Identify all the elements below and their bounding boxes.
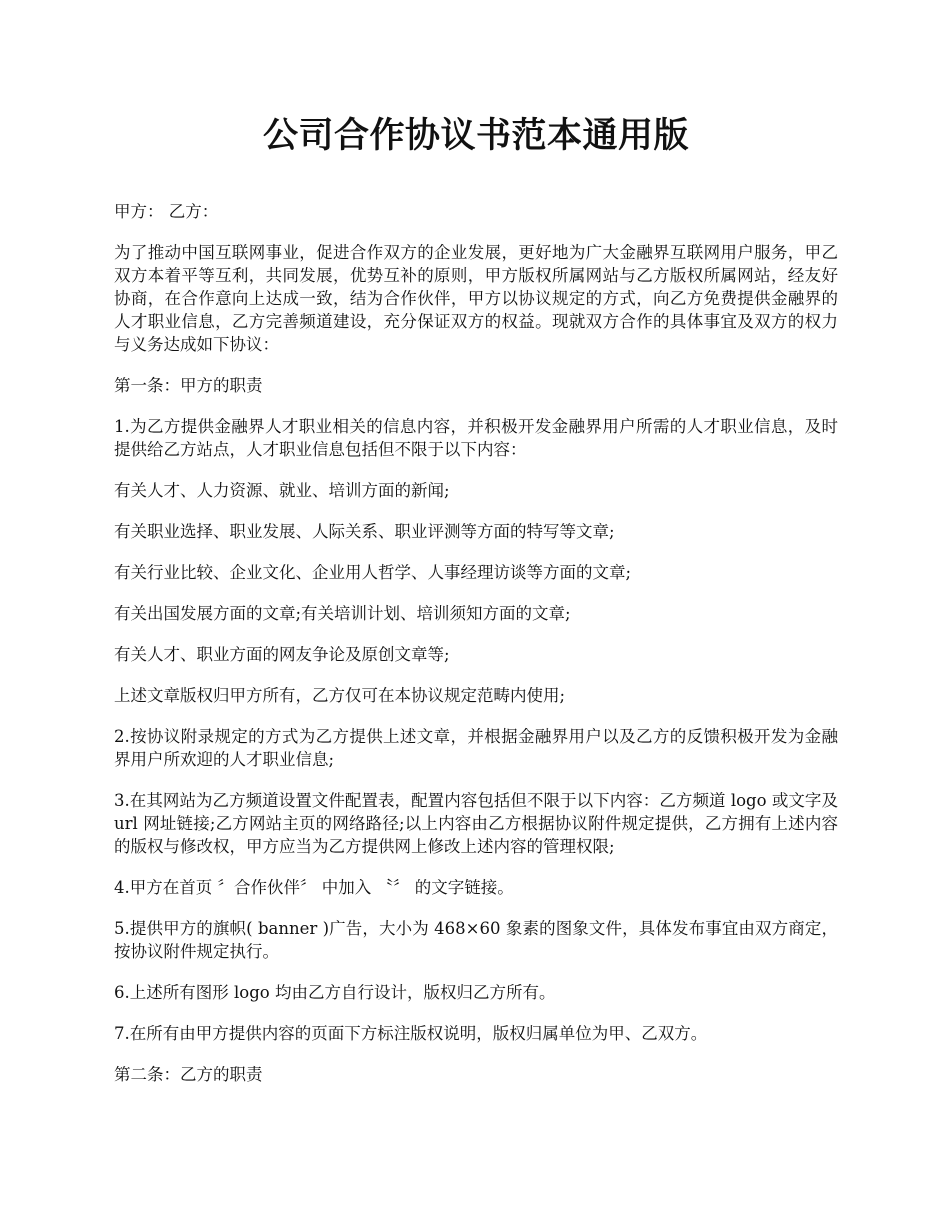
clause-4: 4.甲方在首页 〞合作伙伴〞 中加入 〝〞 的文字链接。 [114,878,514,897]
copyright-note: 上述文章版权归甲方所有，乙方仅可在本协议规定范畴内使用; [114,686,566,705]
clause-6: 6.上述所有图形 logo 均由乙方自行设计，版权归乙方所有。 [114,983,556,1002]
list-item: 有关人才、人力资源、就业、培训方面的新闻; [114,481,450,500]
clause-5: 5.提供甲方的旗帜( banner )广告，大小为 468×60 象素的图象文件，具体发布事宜由双方商定，按协议附件规定执行。 [114,919,838,961]
list-item: 有关职业选择、职业发展、人际关系、职业评测等方面的特写等文章; [114,522,615,541]
parties-line: 甲方： 乙方： [114,202,219,221]
preamble-paragraph: 为了推动中国互联网事业，促进合作双方的企业发展，更好地为广大金融界互联网用户服务，甲乙双方本着平等互利，共同发展，优势互补的原则，甲方版权所属网站与乙方版权所属网站，经友好协商，在合作意向上达成一致，结为合作伙伴，甲方以协议规定的方式，向乙方免费提供金融界的人才职业信息，乙方完善频道建设，充分保证双方的权益。现就双方合作的具体事宜及双方的权力与义务达成如下协议： [114,243,838,354]
clause-7: 7.在所有由甲方提供内容的页面下方标注版权说明，版权归属单位为甲、乙双方。 [114,1024,708,1043]
document-title: 公司合作协议书范本通用版 [262,116,689,156]
clause-1: 1.为乙方提供金融界人才职业相关的信息内容，并积极开发金融界用户所需的人才职业信息，及时提供给乙方站点，人才职业信息包括但不限于以下内容： [114,417,838,459]
clause-3: 3.在其网站为乙方频道设置文件配置表，配置内容包括但不限于以下内容：乙方频道 logo 或文字及 url 网址链接;乙方网站主页的网络路径;以上内容由乙方根据协议附件规定提供，乙方拥有上述内容的版权与修改权，甲方应当为乙方提供网上修改上述内容的管理权限; [114,791,838,856]
list-item: 有关出国发展方面的文章;有关培训计划、培训须知方面的文章; [114,604,571,623]
article-1-heading: 第一条：甲方的职责 [114,376,263,395]
list-item: 有关行业比较、企业文化、企业用人哲学、人事经理访谈等方面的文章; [114,563,632,582]
list-item: 有关人才、职业方面的网友争论及原创文章等; [114,645,450,664]
article-2-heading: 第二条：乙方的职责 [114,1065,263,1084]
clause-2: 2.按协议附录规定的方式为乙方提供上述文章，并根据金融界用户以及乙方的反馈积极开发为金融界用户所欢迎的人才职业信息; [114,727,838,769]
